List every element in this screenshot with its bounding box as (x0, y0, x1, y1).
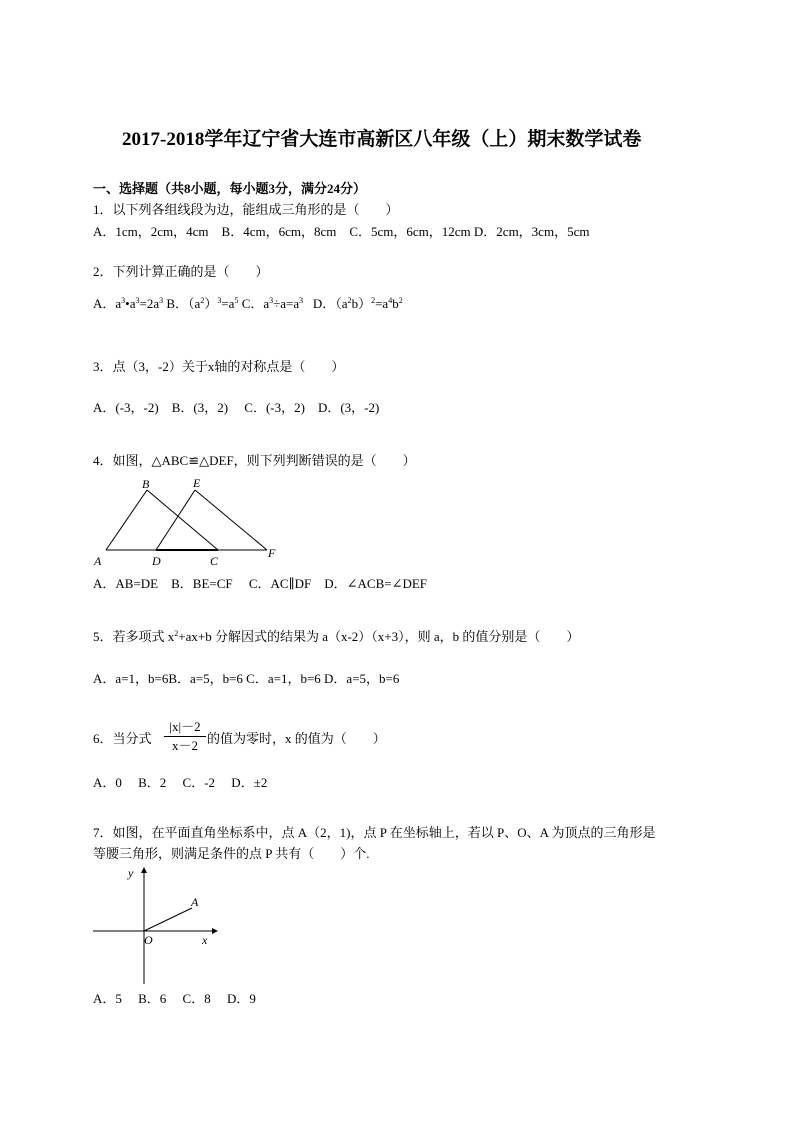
triangle-figure (90, 476, 290, 568)
question-6-options: A．0 B．2 C．-2 D．±2 (93, 775, 268, 790)
label-y: y (128, 866, 134, 880)
label-f: F (268, 546, 276, 560)
question-2-stem: 2．下列计算正确的是（ ） (93, 264, 269, 279)
question-1-options: A．1cm，2cm，4cm B．4cm，6cm，8cm C．5cm，6cm，12cm D．2cm，3cm，5cm (93, 224, 590, 239)
coordinate-figure (90, 864, 225, 989)
question-5-stem: 5．若多项式 $x^2+ax+b$ 分解因式的结果为 a（x-2）（x+3），则 a，b 的值分别是（ ） (93, 629, 580, 644)
question-4-stem: 4．如图，△ABC≌△DEF，则下列判断错误的是（ ） (93, 453, 416, 468)
question-3-stem: 3．点（3，-2）关于x轴的对称点是（ ） (93, 359, 345, 374)
label-c: C (210, 554, 219, 568)
question-4-options: A．AB=DE B．BE=CF C．AC∥DF D．∠ACB=∠DEF (93, 576, 428, 591)
fraction (164, 719, 206, 754)
question-1-stem: 1．以下列各组线段为边，能组成三角形的是（ ） (93, 202, 399, 217)
label-a-point: A (191, 895, 199, 909)
label-o: O (144, 933, 153, 947)
question-7-stem-line1: 7．如图，在平面直角坐标系中，点 A（2，1)，点 P 在坐标轴上，若以 P、O、A 为顶点的三角形是 (93, 825, 656, 840)
label-e: E (193, 476, 201, 490)
question-3-options: A．(-3，-2) B．(3，2) C．(-3，2) D．(3，-2) (93, 400, 380, 415)
question-7-stem-line2: 等腰三角形，则满足条件的点 P 共有（ ）个. (93, 846, 370, 861)
label-a: A (94, 554, 102, 568)
question-6-stem-suffix: 的值为零时，x 的值为（ ） (207, 731, 386, 746)
label-b: B (142, 477, 150, 491)
question-5-options: A．a=1，b=6B．a=5，b=6 C．a=1，b=6 D．a=5，b=6 (93, 671, 400, 686)
label-d: D (152, 554, 161, 568)
label-x: x (202, 933, 208, 947)
fraction-numerator: |x|－2 (169, 719, 201, 734)
question-7-options: A．5 B．6 C．8 D．9 (93, 991, 256, 1006)
page-title: 2017-2018学年辽宁省大连市高新区八年级（上）期末数学试卷 (122, 129, 642, 150)
question-2-options: A．$a^3•a^3=2a^3$ B．$(a^2)^3=a^5$ C．$a^3\div a=a^3$ D．$(a^2b)^2=a^4b^2$ (93, 296, 403, 311)
fraction-bar (164, 736, 206, 737)
section-heading: 一、选择题（共8小题，每小题3分，满分24分） (93, 181, 367, 196)
question-6-stem-prefix: 6．当分式 (93, 731, 152, 746)
fraction-denominator: x－2 (171, 738, 198, 753)
